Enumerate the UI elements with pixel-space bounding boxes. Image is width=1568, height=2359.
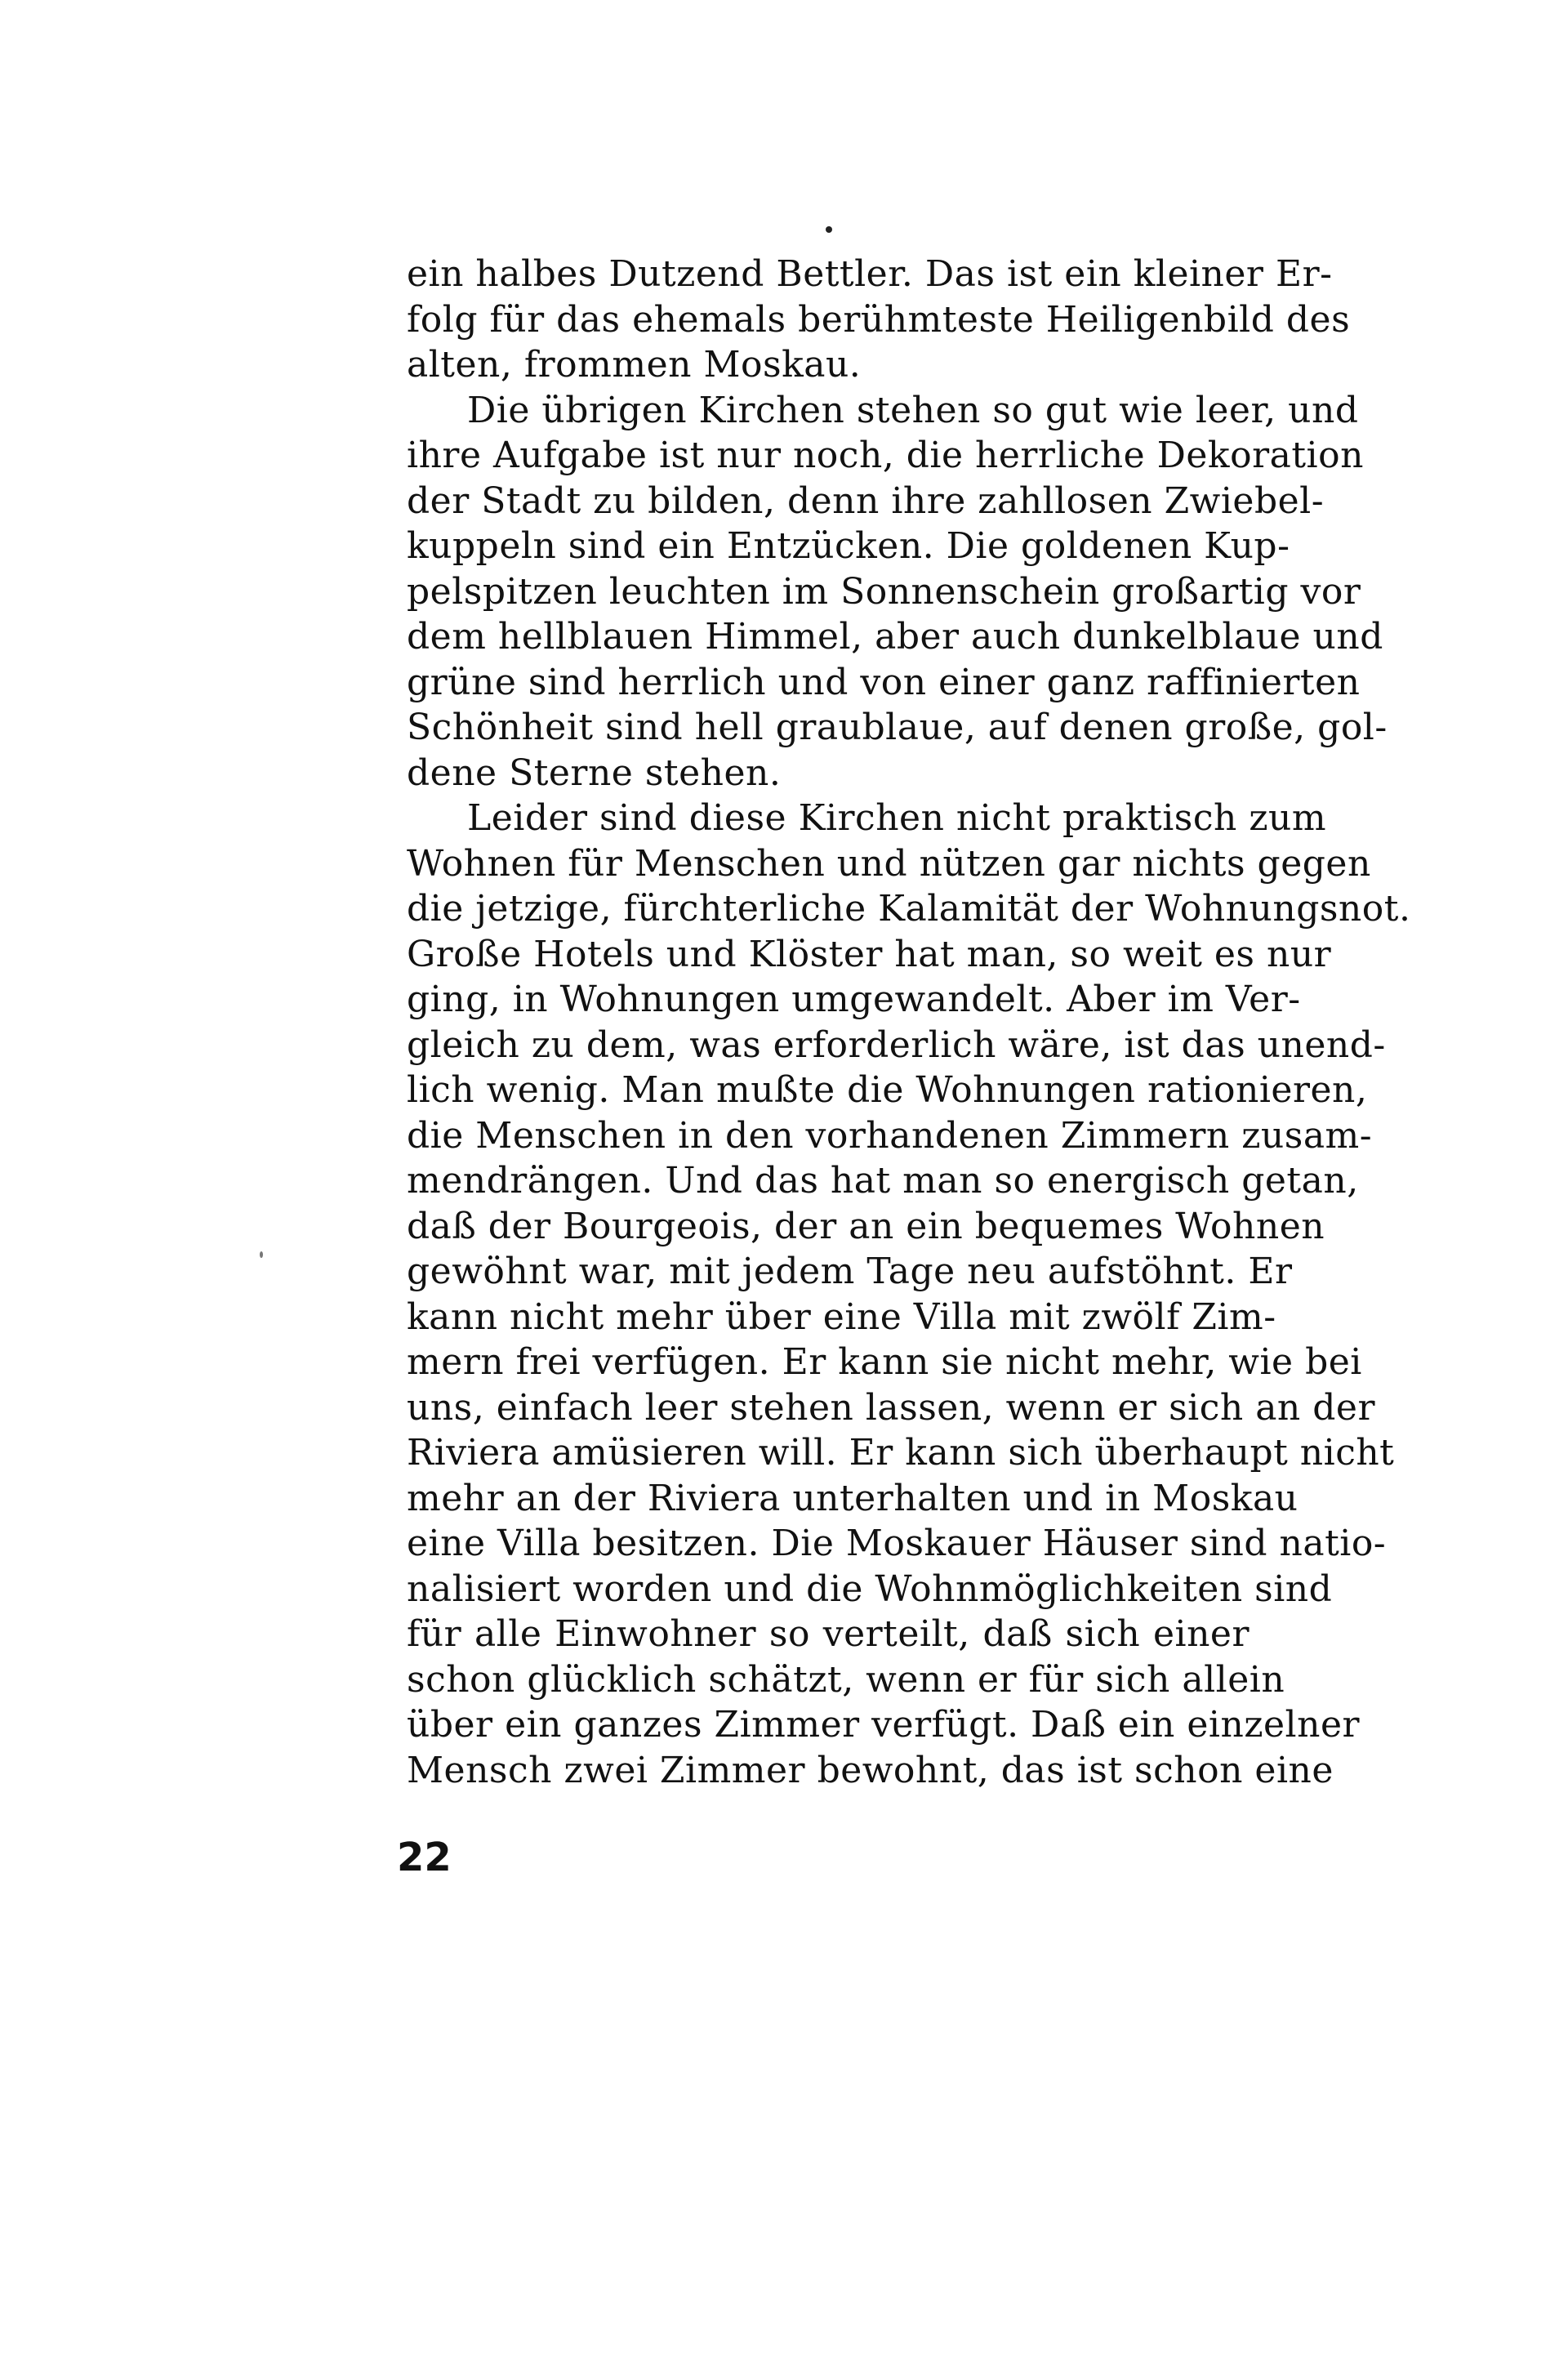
- text-line: grüne sind herrlich und von einer ganz raffinierten: [407, 661, 1361, 703]
- text-line: über ein ganzes Zimmer verfügt. Daß ein einzelner: [407, 1704, 1361, 1746]
- text-line: für alle Einwohner so verteilt, daß sich einer: [407, 1613, 1250, 1655]
- text-line: folg für das ehemals berühmteste Heiligenbild des: [407, 298, 1351, 341]
- text-line: ein halbes Dutzend Bettler. Das ist ein kleiner Er-: [407, 253, 1333, 295]
- ink-speck: [826, 226, 832, 233]
- text-line: mehr an der Riviera unterhalten und in Moskau: [407, 1477, 1298, 1519]
- text-line: gewöhnt war, mit jedem Tage neu aufstöhnt. Er: [407, 1251, 1293, 1292]
- text-line: daß der Bourgeois, der an ein bequemes Wohnen: [407, 1205, 1325, 1247]
- text-line: Schönheit sind hell graublaue, auf denen große, gol-: [407, 707, 1388, 748]
- margin-speck: [260, 1251, 263, 1258]
- text-line: ging, in Wohnungen umgewandelt. Aber im Ver-: [407, 979, 1301, 1020]
- page-number: 22: [397, 1835, 452, 1880]
- text-line: die Menschen in den vorhandenen Zimmern zusam-: [407, 1114, 1373, 1157]
- text-line: gleich zu dem, was erforderlich wäre, ist das unend-: [407, 1023, 1386, 1066]
- text-line: ihre Aufgabe ist nur noch, die herrliche Dekoration: [407, 435, 1364, 476]
- text-line: Leider sind diese Kirchen nicht praktisch zum: [467, 797, 1327, 839]
- text-line: Große Hotels und Klöster hat man, so weit es nur: [407, 933, 1332, 975]
- text-line: Die übrigen Kirchen stehen so gut wie leer, und: [467, 389, 1359, 431]
- body-text: [407, 252, 1411, 1793]
- text-line: Wohnen für Menschen und nützen gar nichts gegen: [407, 842, 1371, 885]
- text-line: dem hellblauen Himmel, aber auch dunkelblaue und: [407, 616, 1383, 658]
- text-line: schon glücklich schätzt, wenn er für sich allein: [407, 1658, 1285, 1701]
- text-line: kann nicht mehr über eine Villa mit zwölf Zim-: [407, 1295, 1276, 1338]
- text-line: lich wenig. Man mußte die Wohnungen rationieren,: [407, 1069, 1368, 1111]
- text-line: kuppeln sind ein Entzücken. Die goldenen Kup-: [407, 525, 1290, 567]
- text-line: der Stadt zu bilden, denn ihre zahllosen Zwiebel-: [407, 479, 1325, 522]
- text-line: uns, einfach leer stehen lassen, wenn er sich an der: [407, 1386, 1375, 1429]
- text-line: eine Villa besitzen. Die Moskauer Häuser sind natio-: [407, 1523, 1387, 1564]
- text-line: nalisiert worden und die Wohnmöglichkeiten sind: [407, 1567, 1333, 1610]
- text-line: die jetzige, fürchterliche Kalamität der Wohnungsnot.: [407, 888, 1411, 930]
- text-line: Riviera amüsieren will. Er kann sich überhaupt nicht: [407, 1432, 1395, 1474]
- text-line: alten, frommen Moskau.: [407, 344, 862, 386]
- text-line: mern frei verfügen. Er kann sie nicht mehr, wie bei: [407, 1341, 1362, 1383]
- text-line: dene Sterne stehen.: [407, 751, 782, 794]
- text-line: Mensch zwei Zimmer bewohnt, das ist schon eine: [407, 1749, 1334, 1791]
- text-line: mendrängen. Und das hat man so energisch getan,: [407, 1160, 1359, 1202]
- text-line: pelspitzen leuchten im Sonnenschein großartig vor: [407, 570, 1361, 613]
